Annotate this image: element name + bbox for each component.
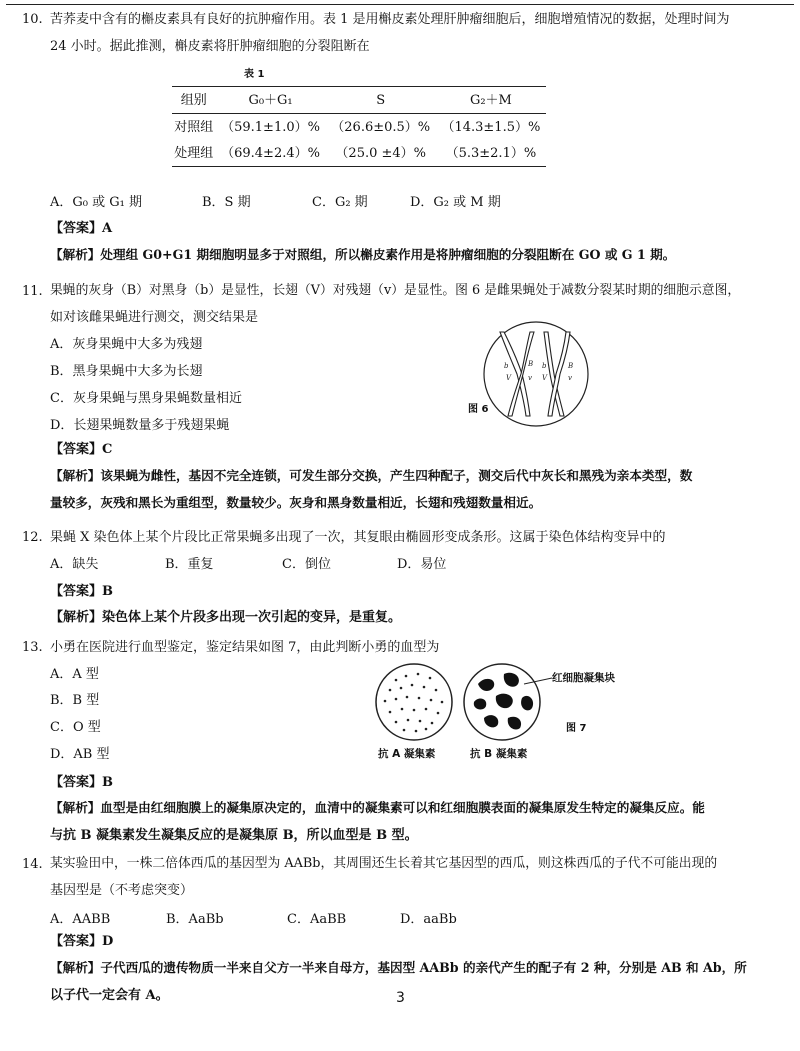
q11-stem-line1: 果蝇的灰身（B）对黑身（b）是显性，长翅（V）对残翅（v）是显性。图 6 是雌果蝇处于减数分裂某时期的细胞示意图， xyxy=(50,283,741,298)
clump-label: 红细胞凝集块 xyxy=(552,672,615,684)
table-row xyxy=(172,114,546,141)
table-cell: 对照组 xyxy=(174,119,214,135)
q14-stem-line2: 基因型是（不考虑突变） xyxy=(50,883,194,898)
q13-number: 13. xyxy=(22,640,43,655)
gene-label: b xyxy=(542,362,547,370)
q14-analysis-line1: 【解析】子代西瓜的遗传物质一半来自父方一半来自母方，基因型 AABb 的亲代产生的配子有 2 种，分别是 AB 和 Ab，所 xyxy=(50,960,747,975)
dish-a-label: 抗 A 凝集素 xyxy=(378,748,436,760)
gene-label: b xyxy=(504,362,509,370)
table-cell: （69.4±2.4）% xyxy=(221,145,320,161)
q13-option-b: B．B 型 xyxy=(50,693,100,708)
dish-anti-b xyxy=(464,664,540,740)
q12-analysis: 【解析】染色体上某个片段多出现一次引起的变异，是重复。 xyxy=(50,610,402,625)
q10-option-a: A．G₀ 或 G₁ 期 xyxy=(50,195,142,210)
data-table xyxy=(172,86,546,167)
table-header-row xyxy=(172,87,546,114)
q12-option-b: B．重复 xyxy=(165,557,214,572)
q14-answer: 【答案】D xyxy=(50,934,114,949)
top-rule xyxy=(6,4,794,5)
q12-option-c: C．倒位 xyxy=(282,557,331,572)
q13-option-d: D．AB 型 xyxy=(50,747,110,762)
gene-label: v xyxy=(528,374,532,382)
dish-b-label: 抗 B 凝集素 xyxy=(470,748,528,760)
page-number: 3 xyxy=(396,990,405,1006)
table-row xyxy=(172,140,546,167)
q10-number: 10. xyxy=(22,12,43,27)
q14-option-a: A．AABB xyxy=(50,912,111,927)
q14-stem-line1: 某实验田中，一株二倍体西瓜的基因型为 AABb，其周围还生长着其它基因型的西瓜，则这株西瓜的子代不可能出现的 xyxy=(50,856,718,871)
q11-number: 11. xyxy=(22,284,43,299)
table-cell: 处理组 xyxy=(174,145,214,161)
gene-label: B xyxy=(568,362,574,370)
table-cell: （14.3±1.5）% xyxy=(441,119,541,135)
table-cell: （25.0 ±4）% xyxy=(335,145,427,161)
q11-answer: 【答案】C xyxy=(50,442,113,457)
figure7-label: 图 7 xyxy=(566,723,587,734)
q10-option-c: C．G₂ 期 xyxy=(312,195,368,210)
q11-option-c: C．灰身果蝇与黑身果蝇数量相近 xyxy=(50,391,242,406)
table-cell: （5.3±2.1）% xyxy=(445,145,537,161)
cell-diagram-figure6 xyxy=(482,318,592,430)
q10-option-b: B．S 期 xyxy=(202,195,251,210)
q14-analysis-line2: 以子代一定会有 A。 xyxy=(50,988,169,1003)
q13-option-c: C．O 型 xyxy=(50,720,101,735)
table-header: G₂＋M xyxy=(469,92,512,108)
q14-option-b: B．AaBb xyxy=(166,912,224,927)
q11-analysis-line2: 量较多，灰残和黑长为重组型，数量较少。灰身和黑身数量相近，长翅和残翅数量相近。 xyxy=(50,495,542,510)
q13-stem-line1: 小勇在医院进行血型鉴定，鉴定结果如图 7，由此判断小勇的血型为 xyxy=(50,640,440,655)
gene-label: V xyxy=(542,374,548,382)
q10-analysis: 【解析】处理组 G0+G1 期细胞明显多于对照组，所以槲皮素作用是将肿瘤细胞的分裂阻断在 GO 或 G 1 期。 xyxy=(50,247,676,262)
gene-label: B xyxy=(528,360,534,368)
gene-label: V xyxy=(506,374,512,382)
table-header: S xyxy=(376,92,386,108)
q10-answer: 【答案】A xyxy=(50,221,113,236)
cell-membrane xyxy=(484,322,588,426)
q10-stem-line2: 24 小时。据此推测，槲皮素将肝肿瘤细胞的分裂阻断在 xyxy=(50,39,370,54)
table-header: 组别 xyxy=(180,92,207,108)
q12-option-d: D．易位 xyxy=(397,557,447,572)
q13-analysis-line2: 与抗 B 凝集素发生凝集反应的是凝集原 B，所以血型是 B 型。 xyxy=(50,828,418,843)
q14-option-d: D．aaBb xyxy=(400,912,457,927)
q12-answer: 【答案】B xyxy=(50,584,113,599)
q13-option-a: A．A 型 xyxy=(50,667,99,682)
q12-stem-line1: 果蝇 X 染色体上某个片段比正常果蝇多出现了一次，其复眼由椭圆形变成条形。这属于染色体结构变异中的 xyxy=(50,530,666,545)
chromosome-pair-right xyxy=(544,332,570,416)
q10-stem-line1: 苦荞麦中含有的槲皮素具有良好的抗肿瘤作用。表 1 是用槲皮素处理肝肿瘤细胞后，细胞增殖情况的数据，处理时间为 xyxy=(50,12,730,27)
q14-option-c: C．AaBB xyxy=(287,912,347,927)
figure6-label: 图 6 xyxy=(468,404,489,415)
dish-anti-a xyxy=(376,664,452,740)
table-header: G₀＋G₁ xyxy=(248,92,293,108)
table-cell: （26.6±0.5）% xyxy=(331,119,431,135)
q13-answer: 【答案】B xyxy=(50,775,113,790)
petri-dish xyxy=(376,664,452,740)
q13-analysis-line1: 【解析】血型是由红细胞膜上的凝集原决定的，血清中的凝集素可以和红细胞膜表面的凝集原发生特定的凝集反应。能 xyxy=(50,800,705,815)
q11-option-b: B．黑身果蝇中大多为长翅 xyxy=(50,364,203,379)
q12-option-a: A．缺失 xyxy=(50,557,99,572)
gene-label: v xyxy=(568,374,572,382)
q11-stem-line2: 如对该雌果蝇进行测交，测交结果是 xyxy=(50,310,259,325)
q11-analysis-line1: 【解析】该果蝇为雌性，基因不完全连锁，可发生部分交换，产生四种配子，测交后代中灰长和黑残为亲本类型，数 xyxy=(50,468,693,483)
q11-option-d: D．长翅果蝇数量多于残翅果蝇 xyxy=(50,418,230,433)
q14-number: 14. xyxy=(22,857,43,872)
q10-option-d: D．G₂ 或 M 期 xyxy=(410,195,501,210)
q11-option-a: A．灰身果蝇中大多为残翅 xyxy=(50,337,203,352)
q12-number: 12. xyxy=(22,530,43,545)
table-caption: 表 1 xyxy=(244,69,265,80)
table-cell: （59.1±1.0）% xyxy=(221,119,320,135)
